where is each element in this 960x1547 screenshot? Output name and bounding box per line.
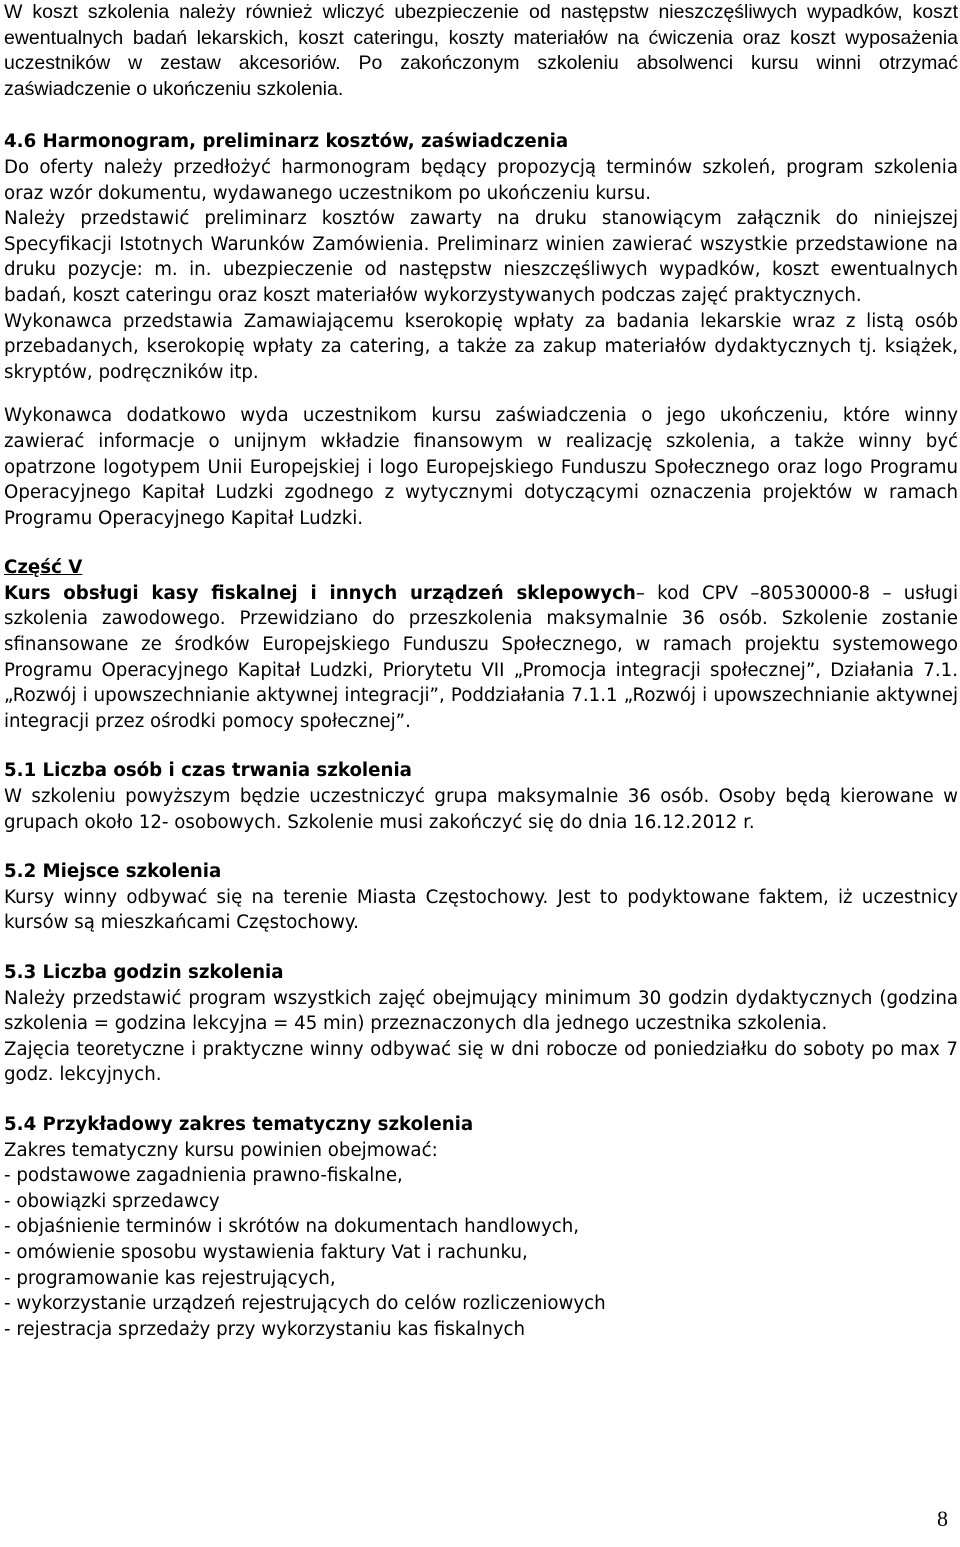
section-5-1-paragraph: W szkoleniu powyższym będzie uczestniczyć grupa maksymalnie 36 osób. Osoby będą kierowane w grupach około 12- osobowych. Szkolenie musi zakończyć się do dnia 16.12.2012 r. xyxy=(4,786,958,833)
topics-list xyxy=(4,1163,958,1342)
topic-item: - objaśnienie terminów i skrótów na dokumentach handlowych, xyxy=(4,1216,580,1238)
topic-item: - rejestracja sprzedaży przy wykorzystaniu kas fiskalnych xyxy=(4,1318,526,1340)
section-5-2-paragraph: Kursy winny odbywać się na terenie Miasta Częstochowy. Jest to podyktowane faktem, iż uczestnicy kursów są mieszkańcami Częstochowy. xyxy=(4,886,958,934)
course-description: – kod CPV –80530000-8 – usługi szkolenia zawodowego. Przewidziano do przeszkolenia maksymalnie 36 osób. Szkolenie zostanie sfinansowane ze środków Europejskiego Funduszu Społecznego, w ramach projektu systemowego Programu Operacyjnego Kapitał Ludzki, Priorytetu VII „Promocja integracji społecznej”, Działania 7.1. „Rozwój i upowszechnianie aktywnej integracji”, Poddziałania 7.1.1 „Rozwój i upowszechnianie aktywnej integracji przez ośrodki pomocy społecznej”. xyxy=(4,582,959,732)
section-5-2-heading: 5.2 Miejsce szkolenia xyxy=(4,861,222,883)
part-5-title: Część V xyxy=(4,557,83,579)
course-name: Kurs obsługi kasy fiskalnej i innych urządzeń sklepowych xyxy=(4,582,636,604)
topic-item: - wykorzystanie urządzeń rejestrujących do celów rozliczeniowych xyxy=(4,1293,606,1315)
spacer xyxy=(4,936,958,960)
spacer xyxy=(4,1088,958,1112)
spacer xyxy=(4,835,958,859)
section-4-6-paragraph-3: Wykonawca przedstawia Zamawiającemu kserokopię wpłaty za badania lekarskie wraz z listą osób przebadanych, kserokopię wpłaty za catering, a także za zakup materiałów dydaktycznych tj. książek, skryptów, podręczników itp. xyxy=(4,310,958,383)
spacer xyxy=(4,102,958,129)
spacer xyxy=(4,734,958,758)
section-5-3-paragraph-1: Należy przedstawić program wszystkich zajęć obejmujący minimum 30 godzin dydaktycznych (godzina szkolenia = godzina lekcyjna = 45 min) przeznaczonych dla jednego uczestnika szkolenia. xyxy=(4,987,958,1035)
section-5-1-heading: 5.1 Liczba osób i czas trwania szkolenia xyxy=(4,760,412,782)
section-4-6-paragraph-2: Należy przedstawić preliminarz kosztów zawarty na druku stanowiącym załącznik do niniejszej Specyfikacji Istotnych Warunków Zamówienia. Preliminarz winien zawierać wszystkie przedstawione na druku pozycje: m. in. ubezpieczenie od następstw nieszczęśliwych wypadków, koszt ewentualnych badań, koszt cateringu oraz koszt materiałów wykorzystywanych podczas zajęć praktycznych. xyxy=(4,208,958,306)
spacer xyxy=(4,531,958,555)
part-5-course-paragraph xyxy=(4,581,958,735)
page-number: 8 xyxy=(937,1506,948,1531)
section-4-6-paragraph-4: Wykonawca dodatkowo wyda uczestnikom kursu zaświadczenia o jego ukończeniu, które winny zawierać informacje o unijnym wkładzie finansowym w realizację szkolenia, a także winny być opatrzone logotypem Unii Europejskiej i logo Europejskiego Funduszu Społecznego oraz logo Programu Operacyjnego Kapitał Ludzki zgodnego z wytycznymi dotyczącymi oznaczenia projektów w ramach Programu Operacyjnego Kapitał Ludzki. xyxy=(4,405,958,529)
topic-item: - obowiązki sprzedawcy xyxy=(4,1190,220,1212)
topic-item: - programowanie kas rejestrujących, xyxy=(4,1267,336,1289)
section-5-4-intro: Zakres tematyczny kursu powinien obejmować: xyxy=(4,1139,438,1161)
spacer xyxy=(4,385,958,403)
section-5-4-heading: 5.4 Przykładowy zakres tematyczny szkolenia xyxy=(4,1113,474,1135)
section-4-6-paragraph-1: Do oferty należy przedłożyć harmonogram będący propozycją terminów szkoleń, program szkolenia oraz wzór dokumentu, wydawanego uczestnikom po ukończeniu kursu. xyxy=(4,156,958,204)
section-5-3-paragraph-2: Zajęcia teoretyczne i praktyczne winny odbywać się w dni robocze od poniedziałku do soboty po max 7 godz. lekcyjnych. xyxy=(4,1038,958,1086)
section-5-3-heading: 5.3 Liczba godzin szkolenia xyxy=(4,962,284,983)
section-4-6-heading: 4.6 Harmonogram, preliminarz kosztów, zaświadczenia xyxy=(4,131,569,153)
document-page xyxy=(4,0,958,1342)
intro-paragraph: W koszt szkolenia należy również wliczyć ubezpieczenie od następstw nieszczęśliwych wypadków, koszt ewentualnych badań lekarskich, koszt cateringu, koszty materiałów na ćwiczenia oraz koszt wyposażenia uczestników w zestaw akcesoriów. Po zakończonym szkoleniu absolwenci kursu winni otrzymać zaświadczenie o ukończeniu szkolenia. xyxy=(4,1,958,100)
topic-item: - omówienie sposobu wystawienia faktury Vat i rachunku, xyxy=(4,1241,528,1263)
topic-item: - podstawowe zagadnienia prawno-fiskalne, xyxy=(4,1165,403,1187)
